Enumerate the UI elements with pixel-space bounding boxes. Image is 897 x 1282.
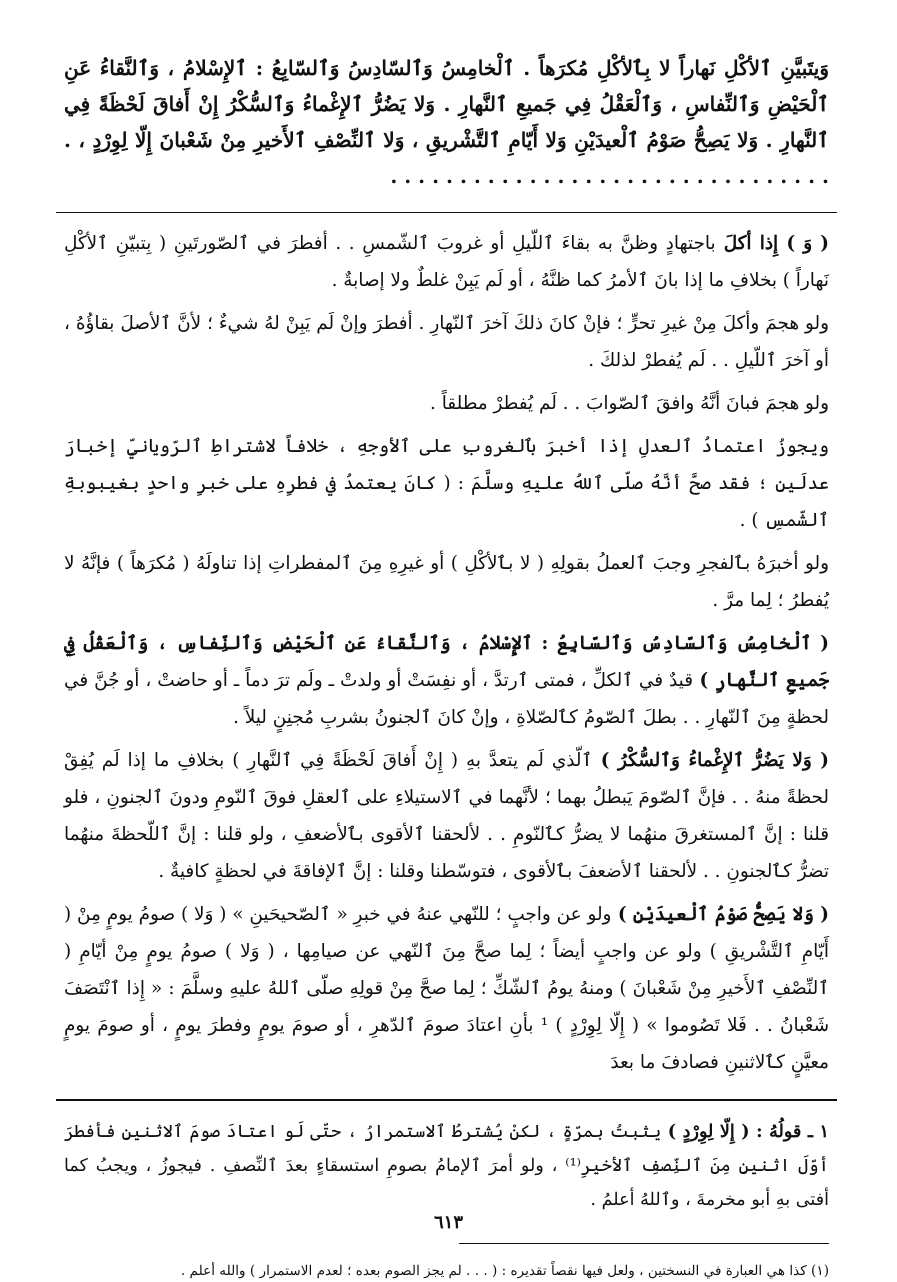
commentary-paragraph xyxy=(64,428,829,539)
page-number: ٦١٣ xyxy=(433,1212,463,1233)
paragraph-text: ويجوزُ اعتمادُ ٱلعدلِ إذا أخبرَ بٱلغروبِ على ٱلأوجهِ ، خلافاً لاشتراطِ ٱلرّويانيِّ إخبارَ عدلَينِ ؛ فقد صحَّ أنَّهُ صلّى ٱللهُ عليهِ وسلَّمَ : ( كانَ يعتمدُ في فطرِهِ على خبرِ واحدٍ بغيبوبةِ ٱلشّمسِ ) . xyxy=(64,436,829,531)
note-text: يثبتُ بمرّةٍ ، لكنْ يُشترطُ ٱلاستمرارُ ، حتّى لَو اعتادَ صومَ ٱلاثنينِ فأفطرَ أوّلَ اثنينِ مِنَ ٱلنِّصفِ ٱلأخيرِ⁽¹⁾ ، ولو أمرَ ٱلإمامُ بصومِ استسقاءٍ بعدَ ٱلنِّصفِ . فيجوزُ ، ويجبُ كما أفتى بهِ أبو مخرمةَ ، وٱللهُ أعلمُ . xyxy=(64,1122,829,1210)
quoted-text: ( ٱلْخامِسُ وَٱلسّادِسُ وَٱلسّابِعُ : ٱلإِسْلامُ ، وَٱلنَّقاءُ عَنِ ٱلْحَيْضِ وَٱلنِّفاسِ ، وَٱلْعَقْلُ فِي جَميعِ ٱلنَّهارِ ) xyxy=(64,633,830,691)
commentary-paragraph xyxy=(64,742,829,890)
paragraph-text: ولو هجمَ وأكلَ مِنْ غيرِ تحرٍّ ؛ فإنْ كانَ ذلكَ آخرَ ٱلنّهارِ . أفطرَ وإنْ لَم يَبِنْ لهُ شيءٌ ؛ لأنَّ ٱلأصلَ بقاؤُهُ ، أو آخرَ ٱللّيلِ . . لَم يُفطرْ لذلكَ . xyxy=(64,313,829,371)
footnote-divider xyxy=(459,1243,829,1244)
commentary-paragraph xyxy=(64,305,829,379)
footnote: (١) كذا هي العبارة في النسختين ، ولعل فيها نقصاً تقديره : ( . . . لم يجز الصوم بعده ؛ لعدم الاستمرار ) والله أعلم . xyxy=(180,1263,829,1279)
paragraph-text: ولو أخبرَهُ بٱلفجرِ وجبَ ٱلعملُ بقولِهِ ( لا بٱلأكْلِ ) أو غيرِهِ مِنَ ٱلمفطراتِ إذا تناولَهُ ( مُكرَهاً ) فإنَّهُ لا يُفطرُ ؛ لِما مرَّ . xyxy=(64,553,829,611)
note-lead: ١ ـ قولُهُ : ( إِلّا لِوِرْدٍ ) xyxy=(661,1121,829,1142)
quoted-text: ( وَلا يَضُرُّ ٱلإِغْماءُ وَٱلسُّكْرُ ) xyxy=(592,750,829,771)
quoted-text: ( وَ ) إِذا أكلَ xyxy=(715,233,830,254)
quoted-text: ( وَلا يَصِحُّ صَوْمُ ٱلْعيدَيْنِ ) xyxy=(611,904,829,925)
commentary xyxy=(64,225,829,1081)
commentary-paragraph xyxy=(64,625,829,736)
top-divider xyxy=(56,212,837,213)
commentary-paragraph xyxy=(64,545,829,619)
paragraph-text: باجتهادٍ وظنَّ به بقاءَ ٱللّيلِ أو غروبَ ٱلشّمسِ . . أفطرَ في ٱلصّورتَينِ ( بِتبيّنِ ٱلأكْلِ نَهاراً ) بخلافِ ما إذا بانَ ٱلأمرُ كما ظنَّهُ ، أو لَم يَبِنْ غلطٌ ولا إصابةٌ . xyxy=(64,233,829,291)
marginal-note xyxy=(64,1115,829,1217)
main-text: وَيتَبيَّنِ ٱلأكْلِ نَهاراً لا بِٱلأكْلِ مُكرَهاً . ٱلْخامِسُ وَٱلسّادِسُ وَٱلسّابِعُ : ٱلإِسْلامُ ، وَٱلنَّقاءُ عَنِ ٱلْحَيْضِ وَٱلنِّفاسِ ، وَٱلْعَقْلُ فِي جَميعِ ٱلنَّهارِ . وَلا يَضُرُّ ٱلإِغْماءُ وَٱلسُّكْرُ إِنْ أَفاقَ لَحْظَةً فِي ٱلنَّهارِ . وَلا يَصِحُّ صَوْمُ ٱلْعيدَيْنِ وَلا أَيّامِ ٱلتَّشْريقِ ، وَلا ٱلنِّصْفِ ٱلأَخيرِ مِنْ شَعْبانَ إِلّا لِوِرْدٍ ، . . . . . . . . . . . . . . . . . . . . . . . . . . . . . . . . . xyxy=(64,56,829,188)
paragraph-text: ولو هجمَ فبانَ أنَّهُ وافقَ ٱلصّوابَ . . لَم يُفطرْ مطلقاً . xyxy=(430,393,829,414)
commentary-paragraph xyxy=(64,225,829,299)
hashiya-divider xyxy=(56,1099,837,1101)
commentary-paragraph xyxy=(64,896,829,1081)
paragraph-text: قيدٌ في ٱلكلِّ ، فمتى ٱرتدَّ ، أو نفِسَتْ أو ولدتْ ـ ولَم ترَ دماً ـ أو حاضتْ ، أو جُنَّ في لحظةٍ مِنَ ٱلنّهارِ . . بطلَ ٱلصّومُ كٱلصّلاةِ ، وإنْ كانَ ٱلجنونُ بشربِ مُجنِنٍ ليلاً . xyxy=(64,670,829,728)
paragraph-text: ٱلّذي لَم يتعدَّ بهِ ( إِنْ أَفاقَ لَحْظَةً فِي ٱلنَّهارِ ) بخلافِ ما إذا لَم يُفِقْ لحظةً منهُ . . فإنَّ ٱلصّومَ يَبطلُ بهما ؛ لأنَّهما في ٱلاستيلاءِ على ٱلعقلِ فوقَ ٱلنّومِ ودونَ ٱلجنونِ ، فلو قلنا : إنَّ ٱلمستغرقَ منهُما لا يضرُّ كٱلنّومِ . . لألحقنا ٱلأقوى بٱلأضعفِ ، ولو قلنا : إنَّ ٱللّحظةَ منهُما تضرُّ كٱلجنونِ . . لألحقنا ٱلأضعفَ بٱلأقوى ، فتوسّطنا وقلنا : إنَّ ٱلإفاقةَ في لحظةٍ كافيةٌ . xyxy=(64,750,829,882)
commentary-paragraph xyxy=(64,385,829,422)
paragraph-text: ولو عن واجبٍ ؛ للنّهي عنهُ في خبرِ « ٱلصّحيحَينِ » ( وَلا ) صومُ يومٍ مِنْ ( أَيّامِ ٱلتَّشْريقِ ) ولو عن واجبٍ أيضاً ؛ لِما صحَّ مِنَ ٱلنّهي عن صيامِها ، ( وَلا ) صومُ يومٍ مِنْ أيّامِ ( ٱلنِّصْفِ ٱلأَخيرِ مِنْ شَعْبانَ ) ومنهُ يومُ ٱلشّكِّ ؛ لِما صحَّ مِنْ قولِهِ صلّى ٱللهُ عليهِ وسلَّمَ : « إِذا ٱنْتَصَفَ شَعْبانُ . . فَلا تَصُوموا » ( إِلّا لِوِرْدٍ ) ¹ بأنِ اعتادَ صومَ ٱلدّهرِ ، أو صومَ يومٍ وفطرَ يومٍ ، أو صومَ يومٍ معيَّنٍ كٱلاثنينِ فصادفَ ما بعدَ xyxy=(64,904,829,1073)
